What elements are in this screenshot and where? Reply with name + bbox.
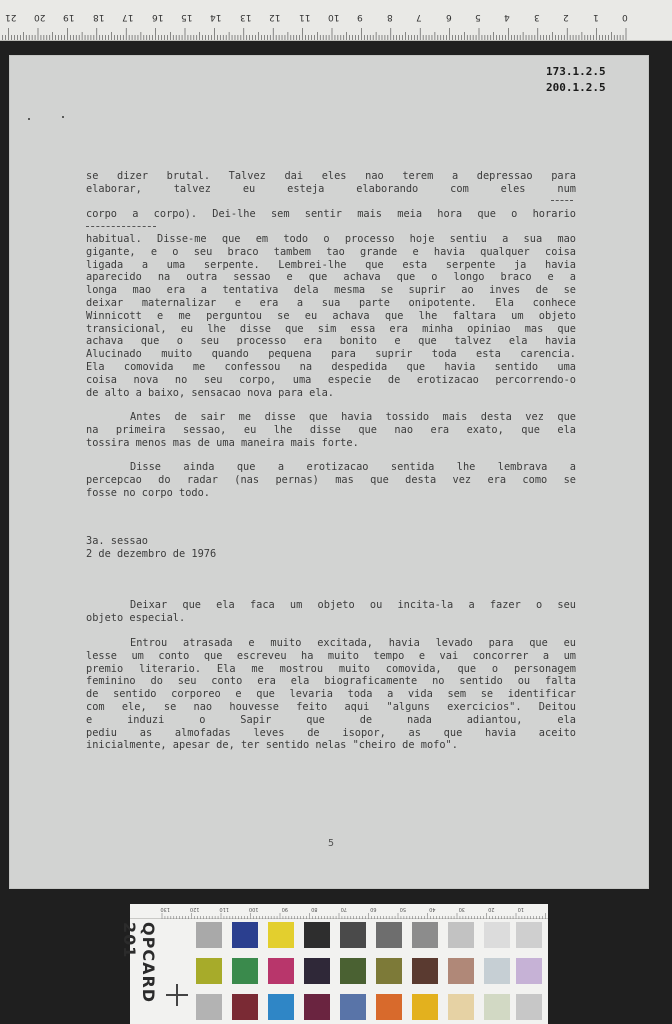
ruler-number: 21 bbox=[4, 12, 17, 22]
ruler-number: 10 bbox=[328, 12, 340, 22]
underline-mark bbox=[86, 226, 156, 227]
archive-code-2: 200.1.2.5 bbox=[546, 81, 606, 94]
color-swatch bbox=[304, 958, 330, 984]
text-line: feminino do seu conto era ela biograficamente no sentido ou falta bbox=[86, 675, 576, 688]
color-swatch bbox=[376, 922, 402, 948]
text-line: transicional, eu lhe disse que sim essa era minha opiniao mas que bbox=[86, 322, 576, 335]
color-swatch bbox=[196, 994, 222, 1020]
color-swatch bbox=[516, 922, 542, 948]
paper-mark bbox=[62, 116, 64, 118]
card-ruler-number: 40 bbox=[429, 906, 436, 912]
color-swatch bbox=[376, 994, 402, 1020]
color-swatch bbox=[412, 958, 438, 984]
text-line: deixar maternalizar e era a sua parte onipotente. Ela conhece bbox=[86, 296, 576, 309]
color-swatch bbox=[412, 994, 438, 1020]
page-number: 5 bbox=[328, 838, 335, 849]
color-swatch bbox=[196, 922, 222, 948]
ruler-number: 12 bbox=[269, 12, 281, 22]
text-line: Alucinado muito quando pequena para suprir toda esta carencia. bbox=[86, 348, 576, 361]
color-swatch bbox=[448, 994, 474, 1020]
ruler-number: 0 bbox=[622, 12, 628, 22]
card-ruler-number: 30 bbox=[458, 906, 465, 912]
text-line: achava que o seu processo era bonito e que talvez ela havia bbox=[86, 335, 576, 348]
text-line: premio literario. Ela me mostrou muito comovida, que o personagem bbox=[86, 662, 576, 675]
color-swatch bbox=[268, 994, 294, 1020]
color-swatch bbox=[304, 994, 330, 1020]
ruler-number: 16 bbox=[151, 12, 164, 22]
qpcard-logo: QPCARD 201 bbox=[120, 922, 158, 1004]
color-swatch bbox=[484, 922, 510, 948]
card-ruler-number: 100 bbox=[248, 906, 259, 912]
text-line: Antes de sair me disse que havia tossido mais desta vez que bbox=[130, 411, 576, 423]
ruler-number: 6 bbox=[445, 12, 452, 22]
session-date: 2 de dezembro de 1976 bbox=[86, 547, 217, 560]
text-line: gigante, e o seu braco tambem tao grande e havia qualquer coisa bbox=[86, 245, 576, 258]
card-ruler-ticks bbox=[130, 905, 548, 919]
top-ruler bbox=[0, 0, 672, 41]
text-line: coisa nova no seu corpo, uma especie de erotizacao percorrendo-o bbox=[86, 373, 576, 386]
ruler-number: 4 bbox=[504, 12, 511, 22]
color-calibration-card bbox=[120, 904, 548, 1024]
card-ruler-number: 50 bbox=[399, 906, 406, 912]
text-line: corpo a corpo). Dei-lhe sem sentir mais meia hora que o horario bbox=[86, 208, 576, 220]
document-page bbox=[10, 56, 648, 888]
ruler-number: 7 bbox=[416, 12, 422, 22]
archive-code-stamp bbox=[546, 64, 626, 96]
underline-mark bbox=[551, 200, 573, 201]
color-swatch bbox=[516, 994, 542, 1020]
color-swatch bbox=[484, 958, 510, 984]
text-line: Ela comovida me confessou na despedida que havia sentido uma bbox=[86, 360, 576, 373]
paper-mark bbox=[28, 118, 30, 120]
ruler-number: 9 bbox=[357, 12, 364, 22]
ruler-number: 11 bbox=[298, 12, 311, 22]
ruler-number: 14 bbox=[210, 12, 222, 22]
crosshair-icon bbox=[166, 984, 188, 1006]
card-ruler bbox=[130, 904, 548, 919]
text-line: e induzi o Sapir que de nada adiantou, ela bbox=[86, 713, 576, 726]
text-line: longa mao era a tentativa dela mesma se suprir ao inves de se bbox=[86, 284, 576, 297]
card-ruler-number: 70 bbox=[340, 906, 347, 912]
text-line: objeto especial. bbox=[86, 611, 186, 624]
color-swatch bbox=[268, 958, 294, 984]
text-line: de sentido corporeo e que levaria toda a vida sem se identificar bbox=[86, 688, 576, 701]
text-line: se dizer brutal. Talvez dai eles nao terem a depressao para bbox=[86, 170, 576, 182]
ruler-number: 2 bbox=[563, 12, 569, 22]
text-line: percepcao do radar (nas pernas) mas que desta vez era como se bbox=[86, 473, 576, 486]
color-swatch bbox=[232, 958, 258, 984]
session-heading bbox=[86, 535, 576, 561]
ruler-number: 8 bbox=[386, 12, 393, 22]
text-line: aparecido na outra sessao e que achava que o longo braco e a bbox=[86, 271, 576, 284]
session-number: 3a. sessao bbox=[86, 535, 148, 547]
text-line: fosse no corpo todo. bbox=[86, 486, 210, 499]
card-ruler-number: 10 bbox=[517, 906, 524, 912]
text-line: pediu as almofadas leves de isopor, as que havia aceito bbox=[86, 726, 576, 739]
paragraph-1-body bbox=[86, 233, 576, 399]
color-swatch bbox=[340, 994, 366, 1020]
text-line: com ele, se nao houvesse feito aqui "alguns exercicios". Deitou bbox=[86, 700, 576, 713]
card-ruler-number: 90 bbox=[281, 906, 288, 912]
paragraph-5 bbox=[86, 599, 576, 625]
text-line: elaborar, talvez eu esteja elaborando com eles num bbox=[86, 182, 576, 195]
color-swatch bbox=[448, 958, 474, 984]
card-ruler-number: 20 bbox=[488, 906, 495, 912]
ruler-number: 13 bbox=[239, 12, 252, 22]
ruler-number: 20 bbox=[34, 12, 46, 22]
text-line: Disse ainda que a erotizacao sentida lhe lembrava a bbox=[130, 461, 576, 473]
text-line: Entrou atrasada e muito excitada, havia levado para que eu bbox=[130, 637, 576, 649]
text-line: tossira menos mas de uma maneira mais forte. bbox=[86, 436, 359, 449]
paragraph-6 bbox=[86, 637, 576, 752]
archive-code-1: 173.1.2.5 bbox=[546, 65, 606, 78]
card-ruler-number: 130 bbox=[160, 906, 170, 912]
paragraph-1-cont bbox=[86, 208, 576, 221]
text-line: de alto a baixo, sensacao nova para ela. bbox=[86, 386, 334, 399]
paragraph-1 bbox=[86, 170, 576, 196]
text-line: Deixar que ela faca um objeto ou incita-la a fazer o seu bbox=[130, 599, 576, 611]
card-ruler-number: 80 bbox=[311, 906, 318, 912]
color-swatch bbox=[304, 922, 330, 948]
ruler-number: 17 bbox=[122, 12, 134, 22]
text-line: inicialmente, apesar de, ter sentido nelas "cheiro de mofo". bbox=[86, 739, 458, 752]
card-ruler-number: 110 bbox=[219, 906, 229, 912]
color-swatch bbox=[516, 958, 542, 984]
color-swatch bbox=[340, 958, 366, 984]
color-swatch bbox=[340, 922, 366, 948]
paragraph-3 bbox=[86, 461, 576, 499]
ruler-number: 1 bbox=[592, 12, 599, 22]
text-line: na primeira sessao, eu lhe disse que nao era exato, que ela bbox=[86, 423, 576, 436]
color-swatch bbox=[232, 994, 258, 1020]
text-line: lesse um conto que escreveu ha muito tempo e vai concorrer a um bbox=[86, 649, 576, 662]
ruler-number: 3 bbox=[533, 12, 540, 22]
ruler-number: 18 bbox=[92, 12, 105, 22]
card-ruler-number: 60 bbox=[370, 906, 377, 912]
text-line: ligada a uma serpente. Lembrei-lhe que esta serpente ja havia bbox=[86, 258, 576, 271]
color-swatch bbox=[448, 922, 474, 948]
paragraph-2 bbox=[86, 411, 576, 449]
color-swatch bbox=[376, 958, 402, 984]
color-swatch bbox=[268, 922, 294, 948]
ruler-number: 15 bbox=[181, 12, 193, 22]
card-ruler-number: 120 bbox=[189, 906, 200, 912]
color-swatch bbox=[232, 922, 258, 948]
text-line: habitual. Disse-me que em todo o processo hoje sentiu a sua mao bbox=[86, 233, 576, 245]
color-swatch bbox=[484, 994, 510, 1020]
text-line: Winnicott e me perguntou se eu achava que lhe faltara um objeto bbox=[86, 309, 576, 322]
color-swatch bbox=[196, 958, 222, 984]
ruler-number: 19 bbox=[63, 12, 75, 22]
color-swatch bbox=[412, 922, 438, 948]
ruler-number: 5 bbox=[475, 12, 481, 22]
